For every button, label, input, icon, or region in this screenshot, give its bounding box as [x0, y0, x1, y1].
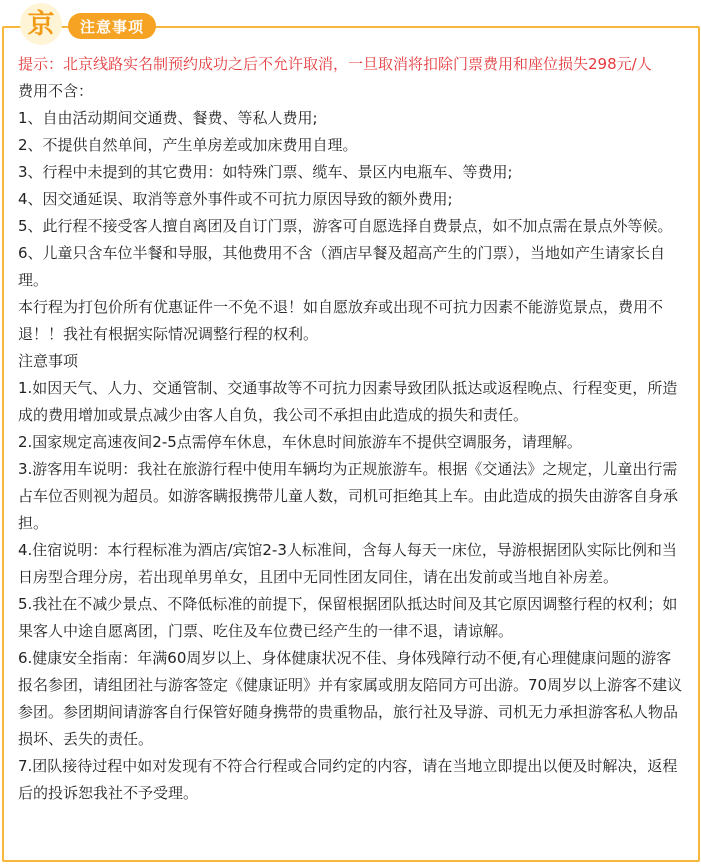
fee-item: 5、此行程不接受客人擅自离团及自订门票，游客可自愿选择自费景点，如不加点需在景点外等候。: [18, 217, 673, 235]
notice-heading: 注意事项: [18, 352, 79, 370]
warning-text: 提示：北京线路实名制预约成功之后不允许取消，一旦取消将扣除门票费用和座位损失298元/人: [18, 55, 652, 73]
fee-item: 4、因交通延误、取消等意外事件或不可抗力原因导致的额外费用;: [18, 190, 453, 208]
notice-item: 5.我社在不减少景点、不降低标准的前提下，保留根据团队抵达时间及其它原因调整行程的权利；如果客人中途自愿离团，门票、吃住及车位费已经产生的一律不退，请谅解。: [18, 595, 678, 640]
fee-heading: 费用不含：: [18, 82, 94, 100]
notice-item: 3.游客用车说明：我社在旅游行程中使用车辆均为正规旅游车。根据《交通法》之规定，儿童出行需占车位否则视为超员。如游客瞒报携带儿童人数，司机可拒绝其上车。由此造成的损失由游客自身承担。: [18, 460, 679, 532]
fee-item: 3、行程中未提到的其它费用：如特殊门票、缆车、景区内电瓶车、等费用;: [18, 163, 513, 181]
notice-item: 1.如因天气、人力、交通管制、交通事故等不可抗力因素导致团队抵达或返程晚点、行程变更，所造成的费用增加或景点减少由客人自负，我公司不承担由此造成的损失和责任。: [18, 379, 678, 424]
fee-item: 1、自由活动期间交通费、餐费、等私人费用;: [18, 109, 318, 127]
notice-item: 7.团队接待过程中如对发现有不符合行程或合同约定的内容，请在当地立即提出以便及时解决，返程后的投诉恕我社不予受理。: [18, 757, 678, 802]
fee-item: 6、儿童只含车位半餐和导服，其他费用不含（酒店早餐及超高产生的门票），当地如产生请家长自理。: [18, 244, 666, 289]
section-header: [20, 2, 156, 46]
section-title: 注意事项: [68, 13, 156, 39]
notice-item: 4.住宿说明：本行程标准为酒店/宾馆2-3人标准间，含每人每天一床位，导游根据团队实际比例和当日房型合理分房，若出现单男单女，且团中无同性团友同住，请在出发前或当地自补房差。: [18, 541, 677, 586]
notice-item: 2.国家规定高速夜间2-5点需停车休息，车休息时间旅游车不提供空调服务，请理解。: [18, 433, 582, 451]
fee-note: 本行程为打包价所有优惠证件一不免不退！如自愿放弃或出现不可抗力因素不能游览景点，费用不退！！我社有根据实际情况调整行程的权利。: [18, 298, 664, 343]
notice-content: [18, 51, 686, 807]
notice-item: 6.健康安全指南：年满60周岁以上、身体健康状况不佳、身体残障行动不便,有心理健康问题的游客报名参团，请组团社与游客签定《健康证明》并有家属或朋友陪同方可出游。70周岁以上游客不建议参团。参团期间请游客自行保管好随身携带的贵重物品，旅行社及导游、司机无力承担游客私人物品损坏、丢失的责任。: [18, 649, 683, 748]
beijing-logo: [20, 3, 62, 45]
logo-char: 京: [27, 8, 55, 40]
fee-item: 2、不提供自然单间，产生单房差或加床费用自理。: [18, 136, 358, 154]
